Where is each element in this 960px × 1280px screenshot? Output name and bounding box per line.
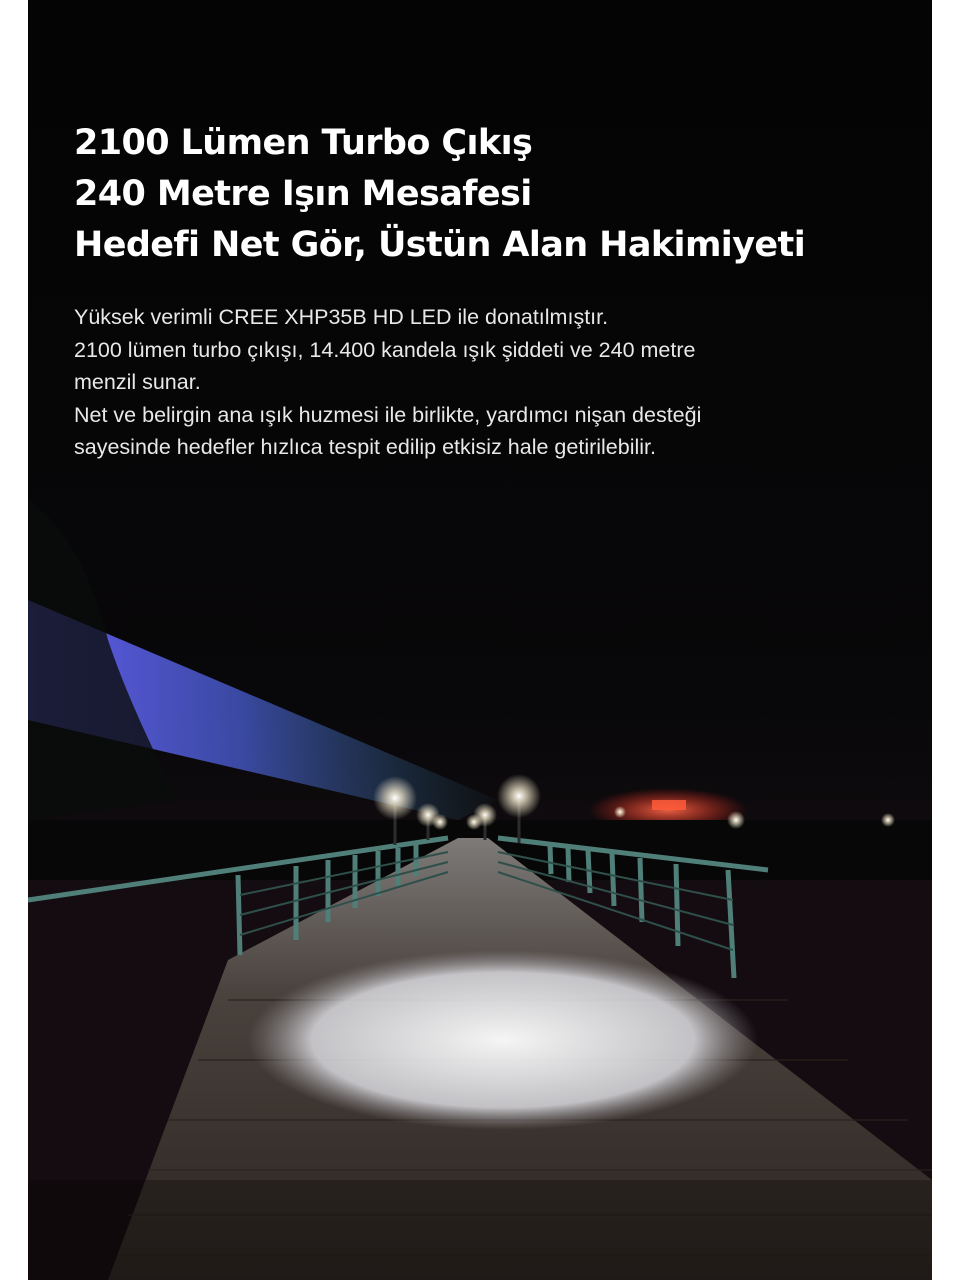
description-line: menzil sunar. <box>74 370 201 394</box>
headline-line-tagline: Hedefi Net Gör, Üstün Alan Hakimiyeti <box>74 225 806 265</box>
description-line: 2100 lümen turbo çıkışı, 14.400 kandela ışık şiddeti ve 240 metre <box>74 337 696 362</box>
product-description <box>74 301 854 464</box>
distant-red-sign <box>652 800 686 810</box>
headline-line-lumen: 2100 Lümen Turbo Çıkış <box>74 123 533 163</box>
description-line: sayesinde hedefler hızlıca tespit edilip etkisiz hale getirilebilir. <box>74 435 657 459</box>
headline-line-range: 240 Metre Işın Mesafesi <box>74 174 532 214</box>
flashlight-spot <box>248 950 758 1130</box>
description-line: Net ve belirgin ana ışık huzmesi ile birlikte, yardımcı nişan desteği <box>74 402 702 427</box>
bottom-vignette <box>28 1180 932 1280</box>
description-line: Yüksek verimli CREE XHP35B HD LED ile donatılmıştır. <box>74 305 609 329</box>
headline <box>74 118 805 271</box>
